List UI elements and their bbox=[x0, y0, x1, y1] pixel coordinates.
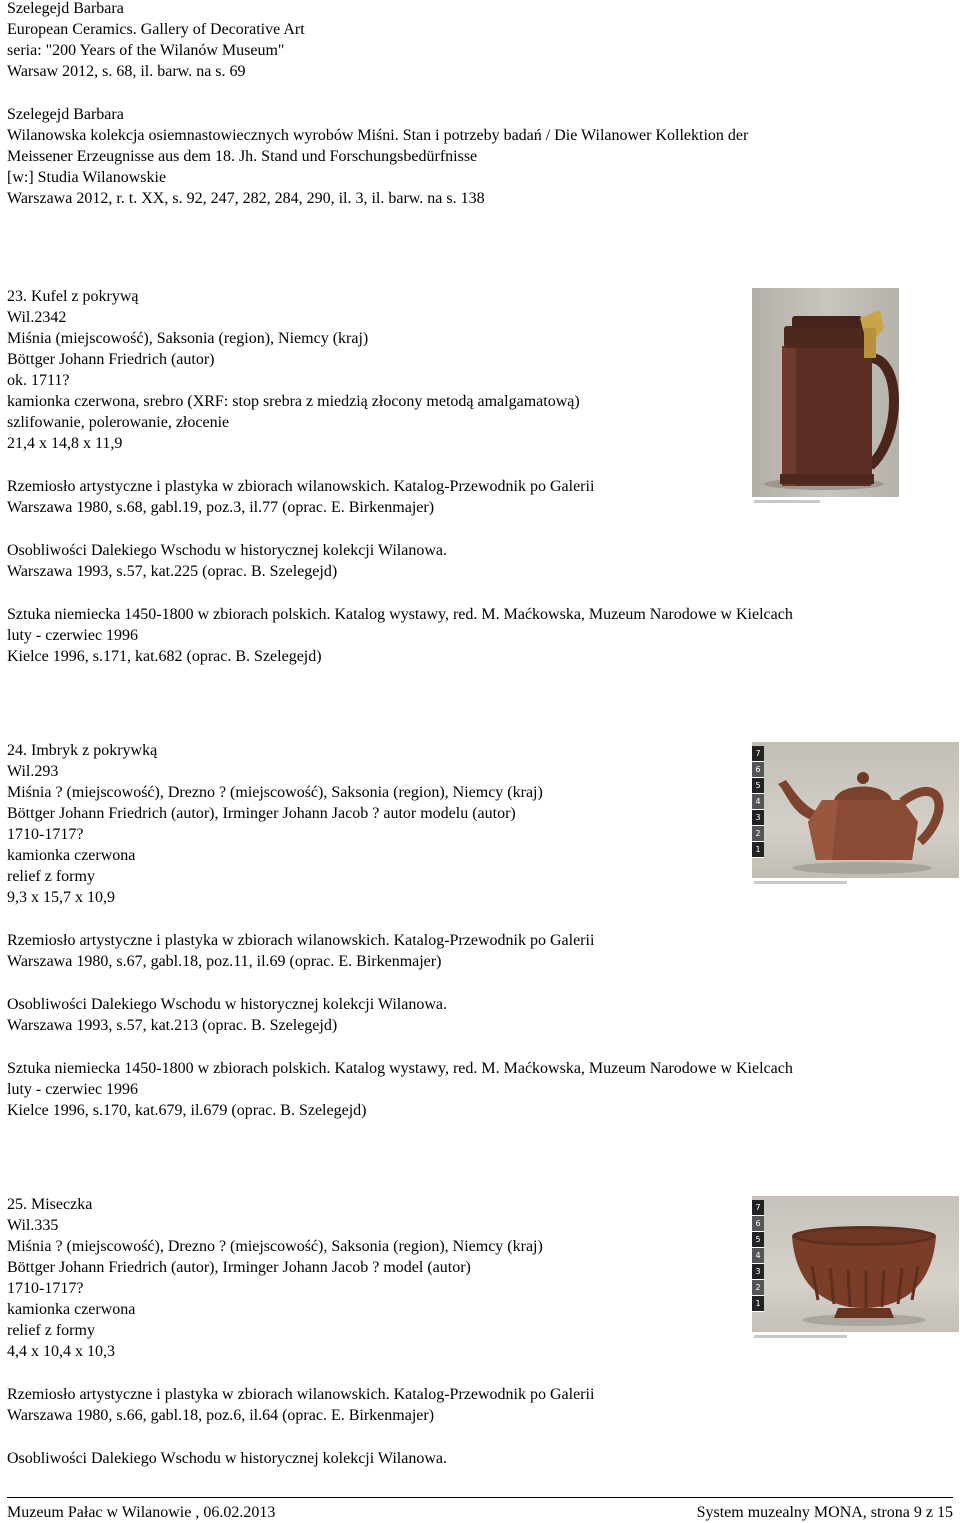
technique: relief z formy bbox=[7, 868, 95, 885]
reference-block bbox=[7, 104, 953, 209]
entry-title: 24. Imbryk z pokrywką bbox=[7, 742, 158, 759]
reference-line: Warsaw 2012, s. 68, il. barw. na s. 69 bbox=[7, 63, 246, 80]
footer-page-number: System muzealny MONA, strona 9 z 15 bbox=[696, 1504, 953, 1521]
bibliography-top bbox=[7, 0, 953, 231]
reference-line: Szelegejd Barbara bbox=[7, 0, 124, 17]
scale-mark: 5 bbox=[752, 778, 764, 794]
inventory-number: Wil.293 bbox=[7, 763, 59, 780]
date: ok. 1711? bbox=[7, 372, 70, 389]
reference-line: luty - czerwiec 1996 bbox=[7, 1081, 139, 1098]
scale-mark: 7 bbox=[752, 1200, 764, 1216]
scale-mark: 5 bbox=[752, 1232, 764, 1248]
dimensions: 9,3 x 15,7 x 10,9 bbox=[7, 889, 115, 906]
reference-line: European Ceramics. Gallery of Decorative Art bbox=[7, 21, 305, 38]
entry-references bbox=[7, 930, 953, 1121]
reference-block bbox=[7, 994, 953, 1036]
photo-caption bbox=[752, 497, 899, 506]
scale-mark: 2 bbox=[752, 826, 764, 842]
place-of-origin: Miśnia (miejscowość), Saksonia (region), Niemcy (kraj) bbox=[7, 330, 369, 347]
reference-line: Warszawa 1993, s.57, kat.213 (oprac. B. Szelegejd) bbox=[7, 1017, 338, 1034]
entry-title: 23. Kufel z pokrywą bbox=[7, 288, 139, 305]
reference-line: Warszawa 1980, s.66, gabl.18, poz.6, il.64 (oprac. E. Birkenmajer) bbox=[7, 1407, 435, 1424]
photo-tankard bbox=[752, 288, 899, 506]
reference-line: Kielce 1996, s.171, kat.682 (oprac. B. Szelegejd) bbox=[7, 648, 322, 665]
reference-line: luty - czerwiec 1996 bbox=[7, 627, 139, 644]
reference-line: Szelegejd Barbara bbox=[7, 106, 124, 123]
reference-line: Wilanowska kolekcja osiemnastowiecznych wyrobów Miśni. Stan i potrzeby badań / Die Wilanower Kollektion der bbox=[7, 127, 749, 144]
inventory-number: Wil.335 bbox=[7, 1217, 59, 1234]
reference-line: Kielce 1996, s.170, kat.679, il.679 (oprac. B. Szelegejd) bbox=[7, 1102, 367, 1119]
reference-line: Warszawa 2012, r. t. XX, s. 92, 247, 282, 284, 290, il. 3, il. barw. na s. 138 bbox=[7, 190, 485, 207]
photo-bowl bbox=[752, 1196, 959, 1341]
scale-mark: 6 bbox=[752, 762, 764, 778]
place-of-origin: Miśnia ? (miejscowość), Drezno ? (miejscowość), Saksonia (region), Niemcy (kraj) bbox=[7, 1238, 543, 1255]
reference-block bbox=[7, 0, 953, 82]
tankard-image bbox=[752, 288, 899, 497]
reference-line: Osobliwości Dalekiego Wschodu w historycznej kolekcji Wilanowa. bbox=[7, 1450, 447, 1467]
author: Böttger Johann Friedrich (autor), Irminger Johann Jacob ? autor modelu (autor) bbox=[7, 805, 516, 822]
scale-mark: 4 bbox=[752, 794, 764, 810]
photo-caption bbox=[752, 878, 959, 887]
scale-mark: 3 bbox=[752, 810, 764, 826]
scale-mark: 6 bbox=[752, 1216, 764, 1232]
entry-references bbox=[7, 1384, 953, 1469]
entry-title: 25. Miseczka bbox=[7, 1196, 93, 1213]
photo-teapot bbox=[752, 742, 959, 887]
footer-institution-date: Muzeum Pałac w Wilanowie , 06.02.2013 bbox=[7, 1504, 276, 1521]
reference-line: Meissener Erzeugnisse aus dem 18. Jh. Stand und Forschungsbedürfnisse bbox=[7, 148, 478, 165]
reference-line: Warszawa 1980, s.68, gabl.19, poz.3, il.77 (oprac. E. Birkenmajer) bbox=[7, 499, 435, 516]
dimensions: 21,4 x 14,8 x 11,9 bbox=[7, 435, 123, 452]
material: kamionka czerwona bbox=[7, 847, 136, 864]
reference-block bbox=[7, 930, 953, 972]
reference-line: seria: "200 Years of the Wilanów Museum" bbox=[7, 42, 285, 59]
scale-mark: 1 bbox=[752, 1296, 764, 1312]
scale-mark: 7 bbox=[752, 746, 764, 762]
photo-caption bbox=[752, 1332, 959, 1341]
inventory-number: Wil.2342 bbox=[7, 309, 67, 326]
reference-block bbox=[7, 1058, 953, 1121]
teapot-image bbox=[752, 742, 959, 878]
reference-line: Sztuka niemiecka 1450-1800 w zbiorach polskich. Katalog wystawy, red. M. Maćkowska, Muzeum Narodowe w Kielcach bbox=[7, 606, 793, 623]
technique: relief z formy bbox=[7, 1322, 95, 1339]
material: kamionka czerwona, srebro (XRF: stop srebra z miedzią złocony metodą amalgamatową) bbox=[7, 393, 580, 410]
reference-block bbox=[7, 1384, 953, 1426]
place-of-origin: Miśnia ? (miejscowość), Drezno ? (miejscowość), Saksonia (region), Niemcy (kraj) bbox=[7, 784, 543, 801]
scale-mark: 3 bbox=[752, 1264, 764, 1280]
reference-block bbox=[7, 540, 953, 582]
reference-line: Osobliwości Dalekiego Wschodu w historycznej kolekcji Wilanowa. bbox=[7, 542, 447, 559]
bowl-image bbox=[752, 1196, 959, 1332]
reference-block bbox=[7, 1448, 953, 1469]
scale-mark: 4 bbox=[752, 1248, 764, 1264]
author: Böttger Johann Friedrich (autor), Irminger Johann Jacob ? model (autor) bbox=[7, 1259, 471, 1276]
reference-line: Warszawa 1993, s.57, kat.225 (oprac. B. Szelegejd) bbox=[7, 563, 338, 580]
reference-line: Osobliwości Dalekiego Wschodu w historycznej kolekcji Wilanowa. bbox=[7, 996, 447, 1013]
technique: szlifowanie, polerowanie, złocenie bbox=[7, 414, 230, 431]
reference-line: Rzemiosło artystyczne i plastyka w zbiorach wilanowskich. Katalog-Przewodnik po Galerii bbox=[7, 932, 595, 949]
dimensions: 4,4 x 10,4 x 10,3 bbox=[7, 1343, 115, 1360]
scale-mark: 1 bbox=[752, 842, 764, 858]
reference-line: Rzemiosło artystyczne i plastyka w zbiorach wilanowskich. Katalog-Przewodnik po Galerii bbox=[7, 1386, 595, 1403]
page-footer bbox=[7, 1497, 953, 1523]
reference-line: Warszawa 1980, s.67, gabl.18, poz.11, il.69 (oprac. E. Birkenmajer) bbox=[7, 953, 442, 970]
material: kamionka czerwona bbox=[7, 1301, 136, 1318]
reference-line: Rzemiosło artystyczne i plastyka w zbiorach wilanowskich. Katalog-Przewodnik po Galerii bbox=[7, 478, 595, 495]
reference-block bbox=[7, 604, 953, 667]
author: Böttger Johann Friedrich (autor) bbox=[7, 351, 215, 368]
date: 1710-1717? bbox=[7, 826, 84, 843]
reference-line: Sztuka niemiecka 1450-1800 w zbiorach polskich. Katalog wystawy, red. M. Maćkowska, Muzeum Narodowe w Kielcach bbox=[7, 1060, 793, 1077]
scale-mark: 2 bbox=[752, 1280, 764, 1296]
date: 1710-1717? bbox=[7, 1280, 84, 1297]
reference-line: [w:] Studia Wilanowskie bbox=[7, 169, 167, 186]
